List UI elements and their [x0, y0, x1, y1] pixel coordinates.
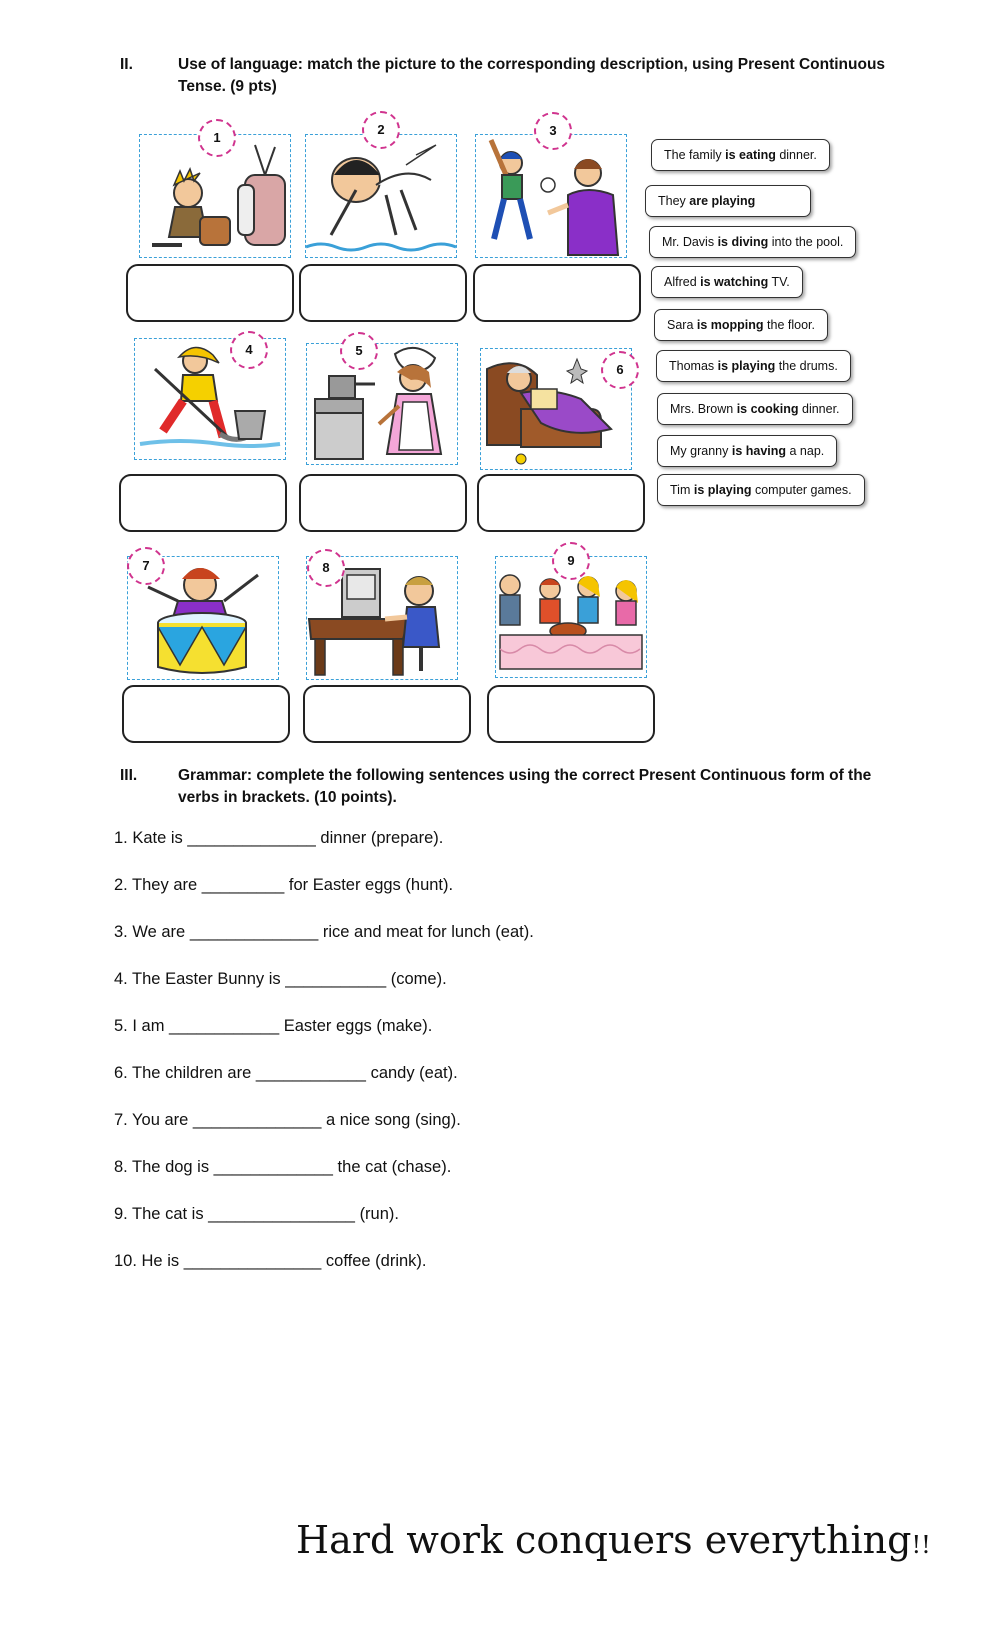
picture-woman-cooking — [306, 343, 458, 465]
diving-illustration — [306, 135, 456, 257]
picture-number-badge: 6 — [601, 351, 639, 389]
picture-number-badge: 5 — [340, 332, 378, 370]
answer-box-9[interactable] — [487, 685, 655, 743]
description-card[interactable]: Tim is playing computer games. — [657, 474, 865, 506]
ball-game-illustration — [476, 135, 626, 257]
description-card[interactable]: Thomas is playing the drums. — [656, 350, 851, 382]
answer-box-7[interactable] — [122, 685, 290, 743]
grammar-sentence-10[interactable]: 10. He is _______________ coffee (drink). — [114, 1252, 427, 1270]
motto — [296, 1518, 931, 1562]
grammar-sentence-9[interactable]: 9. The cat is ________________ (run). — [114, 1205, 399, 1223]
picture-number-badge: 9 — [552, 542, 590, 580]
description-card[interactable]: Sara is mopping the floor. — [654, 309, 828, 341]
picture-man-diving — [305, 134, 457, 258]
answer-box-3[interactable] — [473, 264, 641, 322]
grammar-sentence-3[interactable]: 3. We are ______________ rice and meat for lunch (eat). — [114, 923, 534, 941]
description-card[interactable]: Alfred is watching TV. — [651, 266, 803, 298]
picture-number-badge: 7 — [127, 547, 165, 585]
cooking-illustration — [307, 344, 457, 464]
grammar-sentence-6[interactable]: 6. The children are ____________ candy (eat). — [114, 1064, 458, 1082]
description-card[interactable]: Mrs. Brown is cooking dinner. — [657, 393, 853, 425]
description-card[interactable]: They are playing — [645, 185, 811, 217]
section-3-heading — [120, 765, 900, 809]
section-2-heading — [120, 54, 900, 98]
grammar-sentence-2[interactable]: 2. They are _________ for Easter eggs (hunt). — [114, 876, 454, 894]
answer-box-1[interactable] — [126, 264, 294, 322]
motto-exclamation: !! — [911, 1531, 931, 1559]
picture-playing-ball — [475, 134, 627, 258]
section-2-number: II. — [120, 56, 133, 73]
picture-number-badge: 8 — [307, 549, 345, 587]
answer-box-6[interactable] — [477, 474, 645, 532]
answer-box-2[interactable] — [299, 264, 467, 322]
answer-box-8[interactable] — [303, 685, 471, 743]
description-card[interactable]: My granny is having a nap. — [657, 435, 837, 467]
section-3-number: III. — [120, 767, 138, 784]
grammar-sentence-5[interactable]: 5. I am ____________ Easter eggs (make). — [114, 1017, 433, 1035]
answer-box-4[interactable] — [119, 474, 287, 532]
motto-text: Hard work conquers everything — [296, 1518, 912, 1562]
section-2-title: Use of language: match the picture to the corresponding description, using Present Continuous Tense. (9 pts) — [178, 56, 886, 95]
picture-number-badge: 4 — [230, 331, 268, 369]
grammar-sentence-1[interactable]: 1. Kate is ______________ dinner (prepare). — [114, 829, 444, 847]
section-3-title: Grammar: complete the following sentences using the correct Present Continuous form of the verbs in brackets. (10 points). — [178, 767, 872, 806]
answer-box-5[interactable] — [299, 474, 467, 532]
grammar-sentence-7[interactable]: 7. You are ______________ a nice song (sing). — [114, 1111, 461, 1129]
grammar-sentence-4[interactable]: 4. The Easter Bunny is ___________ (come). — [114, 970, 447, 988]
grammar-sentence-8[interactable]: 8. The dog is _____________ the cat (chase). — [114, 1158, 452, 1176]
picture-number-badge: 3 — [534, 112, 572, 150]
picture-number-badge: 2 — [362, 111, 400, 149]
description-card[interactable]: Mr. Davis is diving into the pool. — [649, 226, 856, 258]
description-card[interactable]: The family is eating dinner. — [651, 139, 830, 171]
picture-number-badge: 1 — [198, 119, 236, 157]
